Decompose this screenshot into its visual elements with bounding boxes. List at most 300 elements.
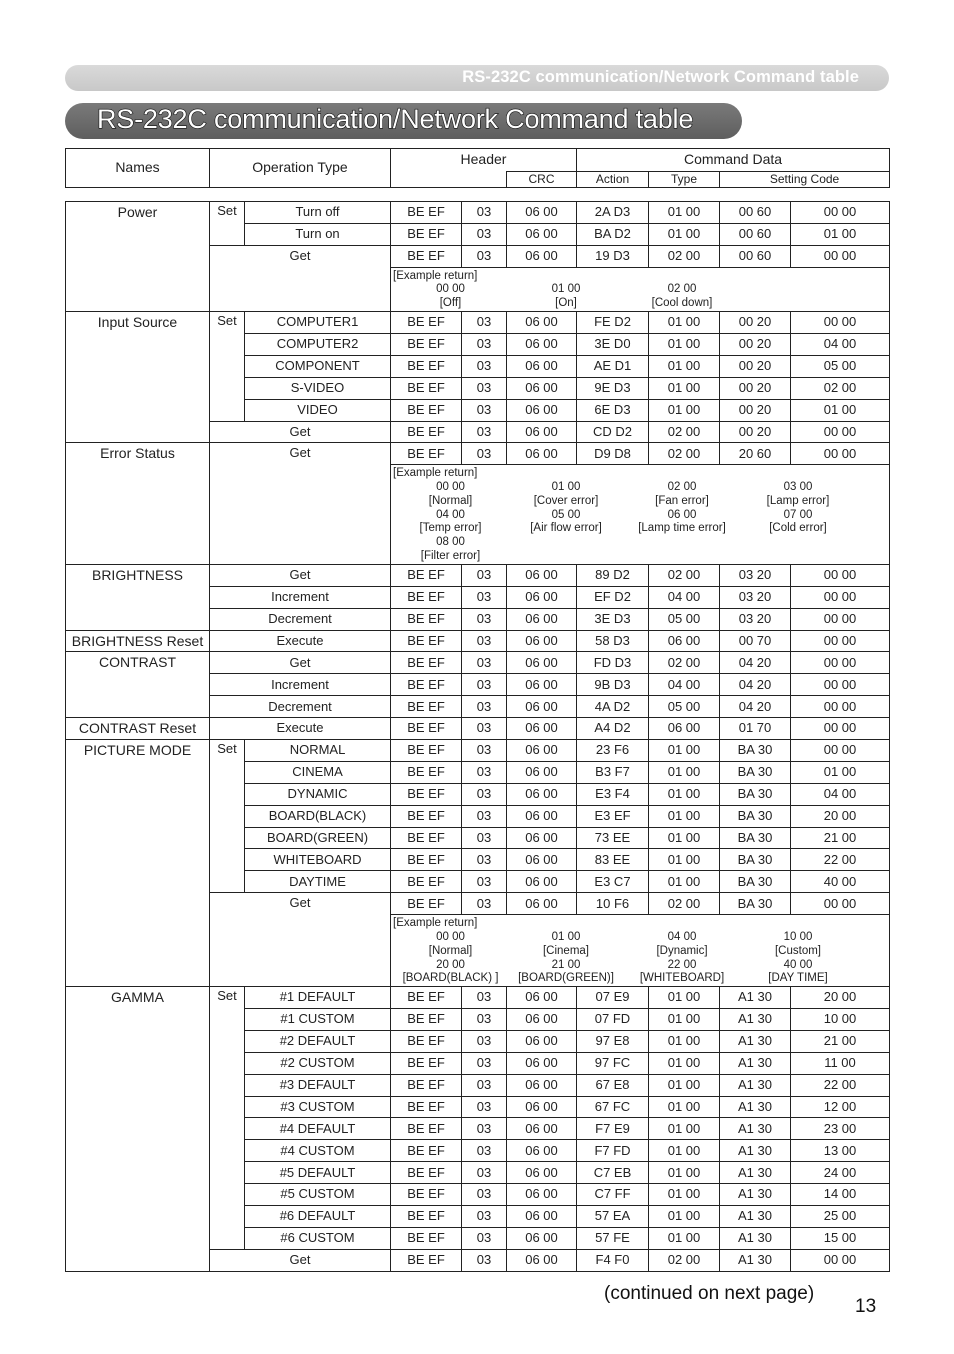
operation-cell: Increment xyxy=(210,586,391,608)
type-cell: A1 30 xyxy=(720,1140,791,1162)
crc-cell: AE D1 xyxy=(577,355,649,377)
header-byte3-cell: 06 00 xyxy=(507,202,577,224)
type-cell: BA 30 xyxy=(720,740,791,762)
crc-cell: 2A D3 xyxy=(577,202,649,224)
operation-cell: CINEMA xyxy=(245,761,391,783)
example-return-title: [Example return] xyxy=(393,467,478,480)
example-meaning: [Cinema] xyxy=(542,944,590,957)
crc-cell: 89 D2 xyxy=(577,564,649,586)
header-byte2-cell: 03 xyxy=(462,718,507,740)
set-label: Set xyxy=(210,202,245,246)
operation-cell: COMPONENT xyxy=(245,355,391,377)
crc-cell: 58 D3 xyxy=(577,630,649,652)
operation-cell: #4 CUSTOM xyxy=(245,1140,391,1162)
setting-code-cell: 23 00 xyxy=(791,1118,890,1140)
action-cell: 06 00 xyxy=(649,630,720,652)
action-cell: 02 00 xyxy=(649,893,720,915)
type-cell: A1 30 xyxy=(720,1206,791,1228)
type-cell: A1 30 xyxy=(720,987,791,1009)
table-row xyxy=(66,202,890,224)
type-cell: A1 30 xyxy=(720,1052,791,1074)
operation-cell: BOARD(BLACK) xyxy=(245,805,391,827)
action-cell: 05 00 xyxy=(649,696,720,718)
operation-cell: BOARD(GREEN) xyxy=(245,827,391,849)
header-byte1-cell: BE EF xyxy=(391,377,462,399)
column-header-operation-type: Operation Type xyxy=(210,149,391,188)
example-meaning: [Air flow error] xyxy=(530,522,602,535)
crc-cell: 97 FC xyxy=(577,1052,649,1074)
type-cell: 03 20 xyxy=(720,608,791,630)
header-byte2-cell: 03 xyxy=(462,1009,507,1031)
table-row xyxy=(66,312,890,334)
crc-cell: 07 E9 xyxy=(577,987,649,1009)
type-cell: A1 30 xyxy=(720,1030,791,1052)
column-header-setting-code: Setting Code xyxy=(720,172,890,188)
action-cell: 01 00 xyxy=(649,1227,720,1249)
type-cell: A1 30 xyxy=(720,1118,791,1140)
setting-code-cell: 00 00 xyxy=(791,608,890,630)
example-meaning: [Temp error] xyxy=(419,522,482,535)
example-item xyxy=(508,509,624,537)
header-byte1-cell: BE EF xyxy=(391,202,462,224)
example-code: 03 00 xyxy=(783,481,813,494)
setting-code-cell: 00 00 xyxy=(791,718,890,740)
group-name: PICTURE MODE xyxy=(66,740,210,987)
type-cell: 00 20 xyxy=(720,377,791,399)
action-cell: 01 00 xyxy=(649,377,720,399)
header-byte2-cell: 03 xyxy=(462,564,507,586)
table-row xyxy=(66,652,890,674)
header-byte1-cell: BE EF xyxy=(391,849,462,871)
setting-code-cell: 02 00 xyxy=(791,377,890,399)
example-meaning: [Normal] xyxy=(428,494,473,507)
example-meaning: [Cold error] xyxy=(769,522,827,535)
example-return-title: [Example return] xyxy=(393,269,478,282)
operation-cell: Get xyxy=(210,443,391,564)
operation-cell: Execute xyxy=(210,630,391,652)
operation-cell: VIDEO xyxy=(245,399,391,421)
header-byte3-cell: 06 00 xyxy=(507,1118,577,1140)
header-byte2-cell: 03 xyxy=(462,849,507,871)
example-filler xyxy=(508,536,624,564)
type-cell: 00 20 xyxy=(720,399,791,421)
header-byte1-cell: BE EF xyxy=(391,1249,462,1271)
crc-cell: B3 F7 xyxy=(577,761,649,783)
header-byte2-cell: 03 xyxy=(462,202,507,224)
type-cell: 20 60 xyxy=(720,443,791,465)
setting-code-cell: 12 00 xyxy=(791,1096,890,1118)
operation-cell: Get xyxy=(210,1249,391,1271)
header-byte2-cell: 03 xyxy=(462,1162,507,1184)
header-byte3-cell: 06 00 xyxy=(507,718,577,740)
header-byte2-cell: 03 xyxy=(462,355,507,377)
group-name: BRIGHTNESS Reset xyxy=(66,630,210,652)
example-grid xyxy=(393,931,889,986)
example-code: 22 00 xyxy=(667,958,697,971)
crc-cell: D9 D8 xyxy=(577,443,649,465)
header-byte2-cell: 03 xyxy=(462,987,507,1009)
type-cell: BA 30 xyxy=(720,849,791,871)
header-byte1-cell: BE EF xyxy=(391,443,462,465)
header-byte2-cell: 03 xyxy=(462,1227,507,1249)
header-byte2-cell: 03 xyxy=(462,871,507,893)
example-item xyxy=(740,931,856,959)
header-byte1-cell: BE EF xyxy=(391,586,462,608)
type-cell: 04 20 xyxy=(720,696,791,718)
crc-cell: 4A D2 xyxy=(577,696,649,718)
header-byte1-cell: BE EF xyxy=(391,333,462,355)
example-code: 02 00 xyxy=(667,481,697,494)
setting-code-cell: 00 00 xyxy=(791,421,890,443)
header-byte2-cell: 03 xyxy=(462,421,507,443)
action-cell: 05 00 xyxy=(649,608,720,630)
header-byte3-cell: 06 00 xyxy=(507,630,577,652)
header-byte1-cell: BE EF xyxy=(391,245,462,267)
header-byte1-cell: BE EF xyxy=(391,1162,462,1184)
type-cell: BA 30 xyxy=(720,827,791,849)
operation-cell: Turn on xyxy=(245,223,391,245)
example-code: 21 00 xyxy=(551,958,581,971)
header-byte2-cell: 03 xyxy=(462,1206,507,1228)
header-byte3-cell: 06 00 xyxy=(507,849,577,871)
header-byte3-cell: 06 00 xyxy=(507,893,577,915)
header-byte1-cell: BE EF xyxy=(391,805,462,827)
header-byte2-cell: 03 xyxy=(462,761,507,783)
setting-code-cell: 00 00 xyxy=(791,564,890,586)
example-meaning: [Filter error] xyxy=(420,550,481,563)
column-header-action: Action xyxy=(577,172,649,188)
type-cell: A1 30 xyxy=(720,1184,791,1206)
operation-cell: #1 CUSTOM xyxy=(245,1009,391,1031)
type-cell: 00 70 xyxy=(720,630,791,652)
section-header-bar xyxy=(65,65,889,91)
example-item xyxy=(740,481,856,509)
operation-cell: Increment xyxy=(210,674,391,696)
setting-code-cell: 01 00 xyxy=(791,761,890,783)
example-meaning: [Lamp time error] xyxy=(638,522,726,535)
setting-code-cell: 00 00 xyxy=(791,443,890,465)
operation-cell: Decrement xyxy=(210,608,391,630)
type-cell: 03 20 xyxy=(720,564,791,586)
example-code: 06 00 xyxy=(667,508,697,521)
header-byte3-cell: 06 00 xyxy=(507,1052,577,1074)
setting-code-cell: 00 00 xyxy=(791,202,890,224)
action-cell: 01 00 xyxy=(649,1162,720,1184)
operation-cell: #5 DEFAULT xyxy=(245,1162,391,1184)
operation-cell: Execute xyxy=(210,718,391,740)
setting-code-cell: 24 00 xyxy=(791,1162,890,1184)
example-code: 05 00 xyxy=(551,508,581,521)
type-cell: A1 30 xyxy=(720,1074,791,1096)
operation-cell: #6 CUSTOM xyxy=(245,1227,391,1249)
type-cell: 04 20 xyxy=(720,674,791,696)
header-byte1-cell: BE EF xyxy=(391,1096,462,1118)
header-byte1-cell: BE EF xyxy=(391,421,462,443)
action-cell: 04 00 xyxy=(649,586,720,608)
example-item xyxy=(624,931,740,959)
action-cell: 01 00 xyxy=(649,827,720,849)
example-meaning: [Off] xyxy=(439,297,462,310)
action-cell: 01 00 xyxy=(649,783,720,805)
operation-cell: #2 DEFAULT xyxy=(245,1030,391,1052)
example-code: 10 00 xyxy=(783,930,813,943)
crc-cell: 73 EE xyxy=(577,827,649,849)
crc-cell: 97 E8 xyxy=(577,1030,649,1052)
header-byte1-cell: BE EF xyxy=(391,783,462,805)
crc-cell: 23 F6 xyxy=(577,740,649,762)
action-cell: 01 00 xyxy=(649,333,720,355)
setting-code-cell: 00 00 xyxy=(791,652,890,674)
crc-cell: 57 FE xyxy=(577,1227,649,1249)
type-cell: A1 30 xyxy=(720,1096,791,1118)
header-byte1-cell: BE EF xyxy=(391,564,462,586)
type-cell: 04 20 xyxy=(720,652,791,674)
header-byte1-cell: BE EF xyxy=(391,312,462,334)
operation-cell: NORMAL xyxy=(245,740,391,762)
setting-code-cell: 05 00 xyxy=(791,355,890,377)
example-meaning: [WHITEBOARD] xyxy=(639,972,725,985)
example-item xyxy=(393,536,508,564)
header-byte1-cell: BE EF xyxy=(391,1009,462,1031)
header-byte1-cell: BE EF xyxy=(391,1227,462,1249)
command-table-header xyxy=(65,148,890,188)
example-meaning: [Cool down] xyxy=(651,297,713,310)
header-byte2-cell: 03 xyxy=(462,443,507,465)
example-meaning: [Custom] xyxy=(774,944,821,957)
header-byte2-cell: 03 xyxy=(462,652,507,674)
header-byte3-cell: 06 00 xyxy=(507,783,577,805)
setting-code-cell: 21 00 xyxy=(791,1030,890,1052)
example-grid xyxy=(393,481,889,564)
header-byte1-cell: BE EF xyxy=(391,1206,462,1228)
header-byte3-cell: 06 00 xyxy=(507,1249,577,1271)
table-row xyxy=(66,987,890,1009)
operation-cell: #3 DEFAULT xyxy=(245,1074,391,1096)
setting-code-cell: 13 00 xyxy=(791,1140,890,1162)
action-cell: 02 00 xyxy=(649,652,720,674)
example-grid xyxy=(393,283,889,311)
action-cell: 01 00 xyxy=(649,1140,720,1162)
example-return xyxy=(391,267,890,311)
type-cell: 00 20 xyxy=(720,421,791,443)
setting-code-cell: 00 00 xyxy=(791,630,890,652)
setting-code-cell: 00 00 xyxy=(791,893,890,915)
continued-note: (continued on next page) xyxy=(604,1283,815,1304)
example-meaning: [Dynamic] xyxy=(656,944,708,957)
example-meaning: [BOARD(GREEN)] xyxy=(518,972,614,985)
operation-cell: COMPUTER1 xyxy=(245,312,391,334)
action-cell: 01 00 xyxy=(649,1206,720,1228)
header-byte3-cell: 06 00 xyxy=(507,608,577,630)
header-byte1-cell: BE EF xyxy=(391,696,462,718)
header-byte2-cell: 03 xyxy=(462,1052,507,1074)
example-item xyxy=(624,959,740,987)
header-byte1-cell: BE EF xyxy=(391,1184,462,1206)
setting-code-cell: 04 00 xyxy=(791,783,890,805)
setting-code-cell: 04 00 xyxy=(791,333,890,355)
header-byte2-cell: 03 xyxy=(462,1030,507,1052)
header-byte3-cell: 06 00 xyxy=(507,333,577,355)
operation-cell: #5 CUSTOM xyxy=(245,1184,391,1206)
example-code: 04 00 xyxy=(667,930,697,943)
header-byte1-cell: BE EF xyxy=(391,399,462,421)
operation-cell: DYNAMIC xyxy=(245,783,391,805)
type-cell: 01 70 xyxy=(720,718,791,740)
header-byte1-cell: BE EF xyxy=(391,608,462,630)
header-byte3-cell: 06 00 xyxy=(507,1009,577,1031)
header-byte2-cell: 03 xyxy=(462,586,507,608)
crc-cell: E3 F4 xyxy=(577,783,649,805)
operation-cell: Get xyxy=(210,652,391,674)
type-cell: A1 30 xyxy=(720,1162,791,1184)
header-byte1-cell: BE EF xyxy=(391,718,462,740)
header-byte1-cell: BE EF xyxy=(391,871,462,893)
page-title-bar xyxy=(65,103,742,139)
header-byte1-cell: BE EF xyxy=(391,1052,462,1074)
type-cell: A1 30 xyxy=(720,1249,791,1271)
action-cell: 01 00 xyxy=(649,871,720,893)
type-cell: BA 30 xyxy=(720,761,791,783)
crc-cell: 07 FD xyxy=(577,1009,649,1031)
table-row xyxy=(66,564,890,586)
example-item xyxy=(393,931,508,959)
setting-code-cell: 11 00 xyxy=(791,1052,890,1074)
example-code: 20 00 xyxy=(436,958,465,971)
action-cell: 02 00 xyxy=(649,421,720,443)
example-item xyxy=(508,283,624,311)
setting-code-cell: 21 00 xyxy=(791,827,890,849)
action-cell: 01 00 xyxy=(649,1096,720,1118)
example-return xyxy=(391,465,890,565)
header-byte3-cell: 06 00 xyxy=(507,1140,577,1162)
action-cell: 01 00 xyxy=(649,312,720,334)
header-byte3-cell: 06 00 xyxy=(507,443,577,465)
action-cell: 01 00 xyxy=(649,223,720,245)
header-byte3-cell: 06 00 xyxy=(507,674,577,696)
group-name: GAMMA xyxy=(66,987,210,1272)
example-code: 01 00 xyxy=(551,283,581,296)
example-item xyxy=(508,481,624,509)
header-byte2-cell: 03 xyxy=(462,783,507,805)
example-code: 01 00 xyxy=(551,481,581,494)
header-byte3-cell: 06 00 xyxy=(507,740,577,762)
operation-cell: Get xyxy=(210,893,391,987)
section-header-title: RS-232C communication/Network Command table xyxy=(462,68,859,86)
header-byte2-cell: 03 xyxy=(462,893,507,915)
operation-cell: Get xyxy=(210,245,391,311)
header-byte3-cell: 06 00 xyxy=(507,1184,577,1206)
header-byte2-cell: 03 xyxy=(462,312,507,334)
crc-cell: E3 C7 xyxy=(577,871,649,893)
setting-code-cell: 22 00 xyxy=(791,1074,890,1096)
type-cell: BA 30 xyxy=(720,893,791,915)
header-byte3-cell: 06 00 xyxy=(507,1030,577,1052)
setting-code-cell: 25 00 xyxy=(791,1206,890,1228)
type-cell: 00 60 xyxy=(720,245,791,267)
example-item xyxy=(508,959,624,987)
header-byte2-cell: 03 xyxy=(462,674,507,696)
crc-cell: 83 EE xyxy=(577,849,649,871)
setting-code-cell: 40 00 xyxy=(791,871,890,893)
crc-cell: 67 E8 xyxy=(577,1074,649,1096)
crc-cell: 10 F6 xyxy=(577,893,649,915)
setting-code-cell: 14 00 xyxy=(791,1184,890,1206)
table-row xyxy=(66,740,890,762)
header-byte2-cell: 03 xyxy=(462,827,507,849)
crc-cell: C7 EB xyxy=(577,1162,649,1184)
example-return xyxy=(391,915,890,987)
action-cell: 01 00 xyxy=(649,1030,720,1052)
header-byte2-cell: 03 xyxy=(462,333,507,355)
header-byte3-cell: 06 00 xyxy=(507,871,577,893)
setting-code-cell: 20 00 xyxy=(791,805,890,827)
header-byte2-cell: 03 xyxy=(462,1096,507,1118)
crc-cell: 3E D3 xyxy=(577,608,649,630)
header-byte3-cell: 06 00 xyxy=(507,421,577,443)
example-item xyxy=(624,283,740,311)
example-item xyxy=(393,959,508,987)
header-byte3-cell: 06 00 xyxy=(507,312,577,334)
table-row xyxy=(66,443,890,465)
header-byte2-cell: 03 xyxy=(462,608,507,630)
action-cell: 01 00 xyxy=(649,1009,720,1031)
header-byte2-cell: 03 xyxy=(462,805,507,827)
type-cell: BA 30 xyxy=(720,871,791,893)
header-byte3-cell: 06 00 xyxy=(507,586,577,608)
action-cell: 01 00 xyxy=(649,1074,720,1096)
crc-cell: 9B D3 xyxy=(577,674,649,696)
header-byte2-cell: 03 xyxy=(462,740,507,762)
setting-code-cell: 22 00 xyxy=(791,849,890,871)
command-table xyxy=(65,201,890,1272)
header-byte1-cell: BE EF xyxy=(391,1074,462,1096)
example-code: 07 00 xyxy=(783,508,813,521)
example-item xyxy=(624,481,740,509)
crc-cell: A4 D2 xyxy=(577,718,649,740)
setting-code-cell: 01 00 xyxy=(791,399,890,421)
operation-cell: S-VIDEO xyxy=(245,377,391,399)
operation-cell: Get xyxy=(210,421,391,443)
setting-code-cell: 00 00 xyxy=(791,245,890,267)
header-byte1-cell: BE EF xyxy=(391,630,462,652)
example-return-title: [Example return] xyxy=(393,917,478,930)
operation-cell: WHITEBOARD xyxy=(245,849,391,871)
group-name: CONTRAST xyxy=(66,652,210,718)
setting-code-cell: 00 00 xyxy=(791,674,890,696)
crc-cell: 3E D0 xyxy=(577,333,649,355)
header-byte2-cell: 03 xyxy=(462,245,507,267)
setting-code-cell: 00 00 xyxy=(791,696,890,718)
crc-cell: FE D2 xyxy=(577,312,649,334)
header-byte3-cell: 06 00 xyxy=(507,399,577,421)
crc-cell: FD D3 xyxy=(577,652,649,674)
example-code: 01 00 xyxy=(551,930,581,943)
group-name: Input Source xyxy=(66,312,210,443)
crc-cell: F7 E9 xyxy=(577,1118,649,1140)
set-label: Set xyxy=(210,987,245,1250)
action-cell: 02 00 xyxy=(649,245,720,267)
header-byte3-cell: 06 00 xyxy=(507,1162,577,1184)
example-code: 00 00 xyxy=(436,930,465,943)
header-byte1-cell: BE EF xyxy=(391,1140,462,1162)
example-item xyxy=(393,509,508,537)
operation-cell: #4 DEFAULT xyxy=(245,1118,391,1140)
setting-code-cell: 01 00 xyxy=(791,223,890,245)
setting-code-cell: 10 00 xyxy=(791,1009,890,1031)
header-byte3-cell: 06 00 xyxy=(507,564,577,586)
header-byte3-cell: 06 00 xyxy=(507,652,577,674)
crc-cell: 6E D3 xyxy=(577,399,649,421)
